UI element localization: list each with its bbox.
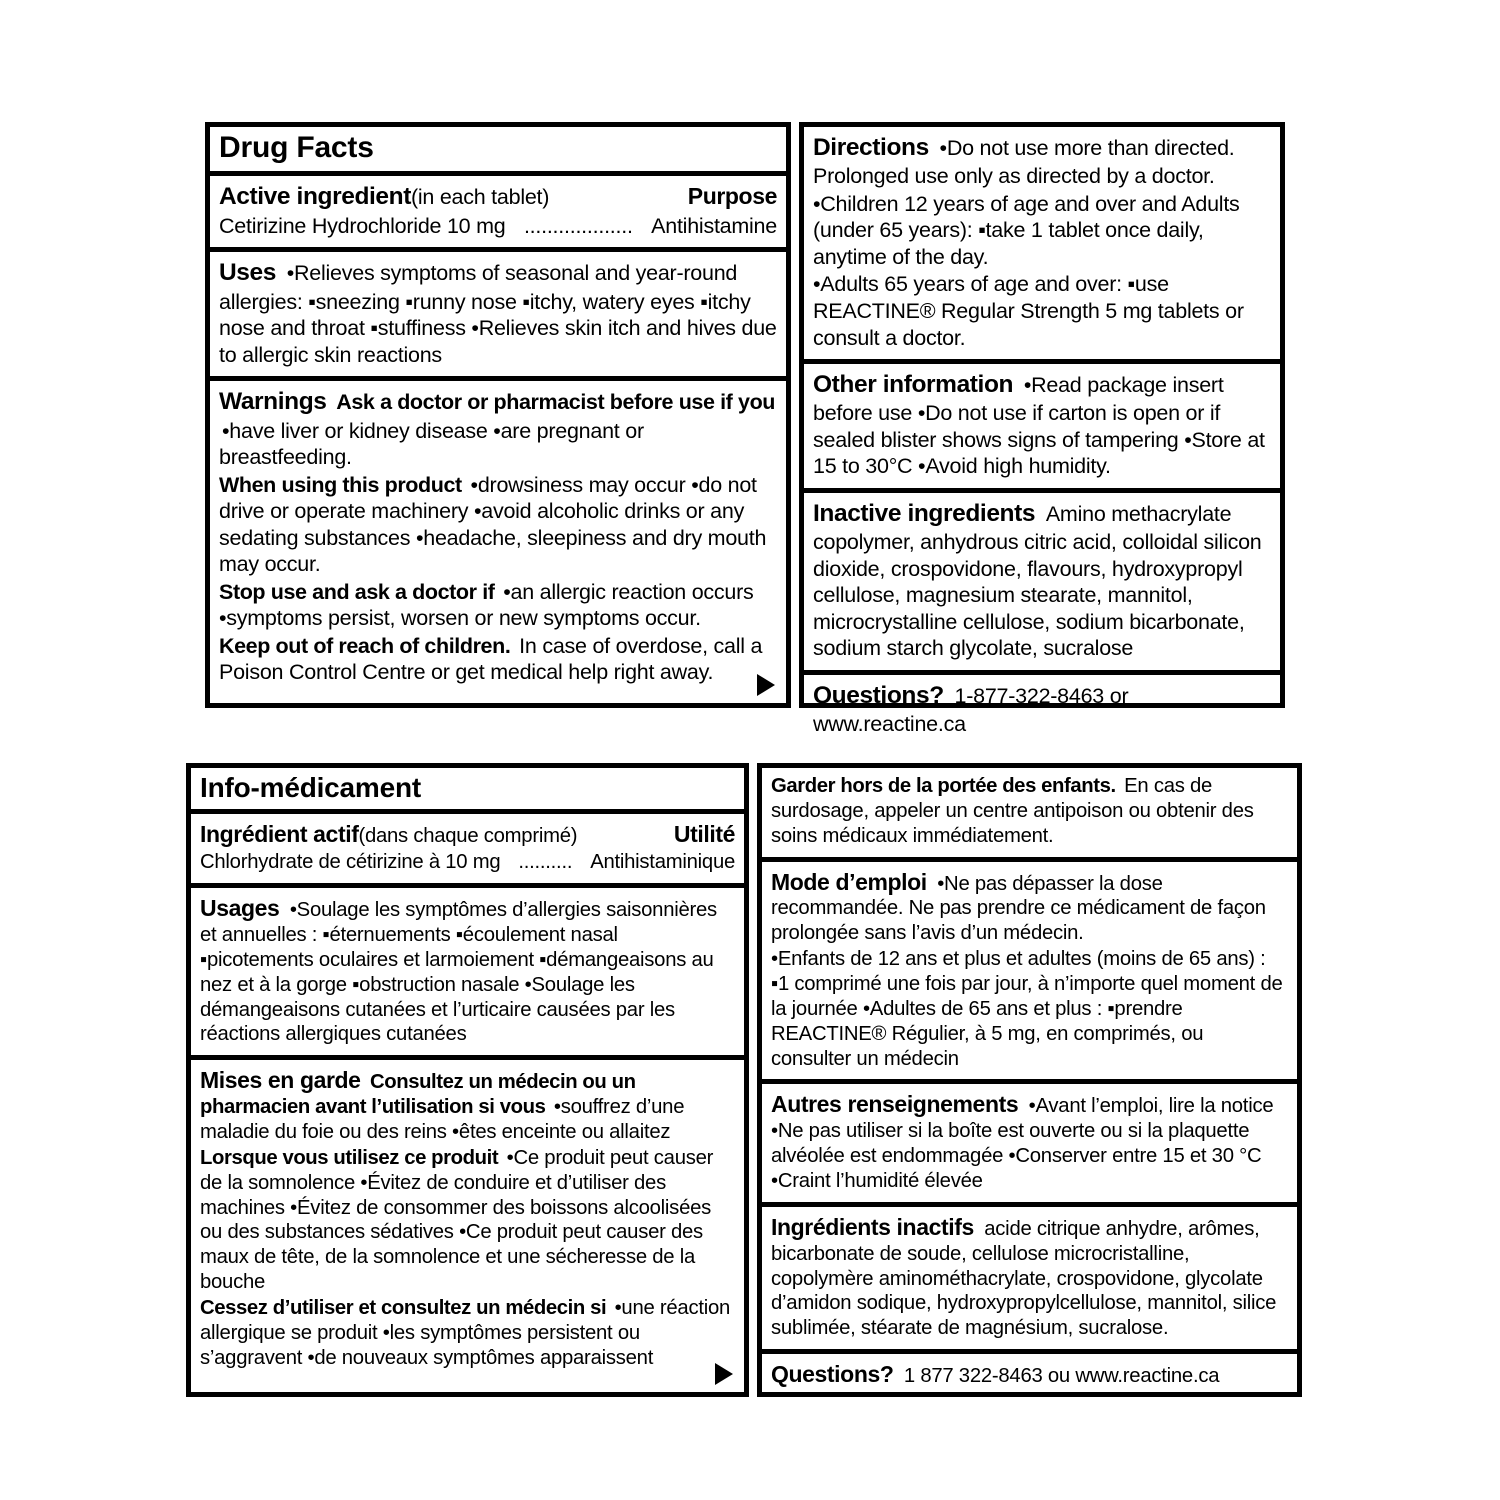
drug-facts-left-column-english bbox=[205, 122, 791, 708]
active-ingredient-purpose: Antihistamine bbox=[651, 213, 777, 238]
warnings-heading: Warnings bbox=[219, 388, 327, 416]
other-information-heading-french: Autres renseignements bbox=[771, 1091, 1019, 1118]
uses-heading: Uses bbox=[219, 259, 276, 287]
drug-facts-title-section bbox=[210, 127, 786, 171]
directions-text-1: •Do not use more than directed. Prolonged use only as directed by a doctor. bbox=[813, 136, 1235, 189]
page-title-french: Info-médicament bbox=[200, 772, 422, 803]
warnings-when-text: •drowsiness may occur •do not drive or operate machinery •avoid alcoholic drinks or any sedating substances •headache, sleepiness and dry mouth may occur. bbox=[219, 472, 767, 577]
drug-facts-panel-french bbox=[186, 763, 1302, 1397]
warnings-keep-bold: Keep out of reach of children. bbox=[219, 633, 511, 658]
inactive-ingredients-text-french: acide citrique anhydre, arômes, bicarbonate de soude, cellulose microcristalline, copolymère aminométhacrylate, crospovidone, glycolate d’amidon sodique, hydroxypropylcellulose, mannitol, silice sublimée, stéarate de magnésium, sucralose. bbox=[771, 1217, 1277, 1340]
active-ingredient-label-french: Ingrédient actif bbox=[200, 821, 359, 848]
directions-heading-french: Mode d’emploi bbox=[771, 868, 927, 895]
page-title: Drug Facts bbox=[219, 131, 374, 164]
uses-section-french bbox=[191, 883, 744, 1055]
other-information-text: •Read package insert before use •Do not use if carton is open or if sealed blister shows signs of tampering •Store at 15 to 30°C •Avoid high humidity. bbox=[813, 373, 1265, 479]
warnings-stop-text-french: •une réaction allergique se produit •les symptômes persistent ou s’aggravent •de nouveaux symptômes apparaissent bbox=[200, 1296, 731, 1369]
warnings-when-bold-french: Lorsque vous utilisez ce produit bbox=[200, 1146, 499, 1169]
warnings-section-english bbox=[210, 376, 786, 703]
active-ingredient-sublabel-french: (dans chaque comprimé) bbox=[358, 825, 578, 848]
keep-out-of-reach-section-french bbox=[762, 768, 1297, 857]
active-ingredient-section-french bbox=[191, 809, 744, 883]
directions-text-2: •Children 12 years of age and over and Adults (under 65 years): ▪take 1 tablet once daily, anytime of the day. bbox=[813, 191, 1240, 269]
directions-text-3: •Adults 65 years of age and over: ▪use REACTINE® Regular Strength 5 mg tablets or consult a doctor. bbox=[813, 272, 1244, 350]
active-ingredient-name-french: Chlorhydrate de cétirizine à 10 mg bbox=[200, 851, 501, 874]
keep-out-bold-french: Garder hors de la portée des enfants. bbox=[771, 775, 1116, 797]
continuation-arrow-icon bbox=[757, 674, 775, 696]
inactive-ingredients-heading: Inactive ingredients bbox=[813, 499, 1036, 527]
warnings-stop-bold-french: Cessez d’utiliser et consultez un médecin si bbox=[200, 1296, 607, 1319]
active-ingredient-heading bbox=[219, 182, 549, 212]
continuation-arrow-icon-french bbox=[715, 1363, 733, 1385]
warnings-heading-french: Mises en garde bbox=[200, 1067, 361, 1094]
leader-dots-french: .......... bbox=[518, 851, 573, 874]
directions-section-french bbox=[762, 857, 1297, 1080]
other-information-heading: Other information bbox=[813, 371, 1014, 399]
inactive-ingredients-section-french bbox=[762, 1202, 1297, 1349]
inactive-ingredients-heading-french: Ingrédients inactifs bbox=[771, 1213, 974, 1240]
uses-heading-french: Usages bbox=[200, 895, 280, 922]
questions-heading-french: Questions? bbox=[771, 1361, 894, 1388]
questions-section-french bbox=[762, 1349, 1297, 1397]
questions-text-french: 1 877 322-8463 ou www.reactine.ca bbox=[903, 1365, 1220, 1388]
drug-facts-right-column-english bbox=[799, 122, 1285, 737]
warnings-ask-text: •have liver or kidney disease •are pregnant or breastfeeding. bbox=[219, 418, 644, 470]
other-information-text-french: •Avant l’emploi, lire la notice •Ne pas utiliser si la boîte est ouverte ou si la plaquette alvéolée est endommagée •Conserver entre 15 et 30 °C •Craint l’humidité élevée bbox=[771, 1095, 1274, 1193]
warnings-when-bold: When using this product bbox=[219, 472, 462, 497]
directions-text-2-french: •Enfants de 12 ans et plus et adultes (moins de 65 ans) : ▪1 comprimé une fois par jour, à n’importe quel moment de la journée •Adultes de 65 ans et plus : ▪prendre REACTINE® Régulier, à 5 mg, en comprimés, ou consulter un médecin bbox=[771, 948, 1283, 1070]
drug-facts-panel-english bbox=[205, 122, 1285, 737]
questions-text-english: 1-877-322-8463 or www.reactine.ca bbox=[813, 683, 1129, 737]
other-information-section-english bbox=[804, 359, 1280, 488]
uses-text: •Relieves symptoms of seasonal and year-round allergies: ▪sneezing ▪runny nose ▪itchy, watery eyes ▪itchy nose and throat ▪stuffiness •Relieves skin itch and hives due to allergic skin reactions bbox=[219, 261, 777, 367]
other-information-section-french bbox=[762, 1079, 1297, 1201]
purpose-column-label-french: Utilité bbox=[673, 821, 735, 848]
warnings-ask-bold: Ask a doctor or pharmacist before use if you bbox=[336, 390, 776, 415]
warnings-keep-text: In case of overdose, call a Poison Control Centre or get medical help right away. bbox=[219, 633, 763, 685]
keep-out-text-french: En cas de surdosage, appeler un centre antipoison ou obtenir des soins médicaux immédiatement. bbox=[771, 775, 1254, 847]
leader-dots: ................... bbox=[523, 213, 633, 238]
active-ingredient-row bbox=[219, 213, 777, 240]
active-ingredient-row-french bbox=[200, 850, 735, 875]
active-ingredient-heading-french bbox=[200, 820, 577, 849]
warnings-ask-text-french: •souffrez d’une maladie du foie ou des reins •êtes enceinte ou allaitez bbox=[200, 1096, 685, 1143]
active-ingredient-name: Cetirizine Hydrochloride 10 mg bbox=[219, 213, 506, 238]
drug-facts-right-column-french bbox=[757, 763, 1302, 1397]
directions-text-1-french: •Ne pas dépasser la dose recommandée. Ne pas prendre ce médicament de façon prolongée sans l’avis d’un médecin. bbox=[771, 872, 1266, 945]
uses-section-english bbox=[210, 247, 786, 376]
active-ingredient-sublabel: (in each tablet) bbox=[410, 184, 550, 209]
questions-heading-english: Questions? bbox=[813, 681, 944, 709]
directions-heading: Directions bbox=[813, 134, 929, 161]
warnings-stop-text: •an allergic reaction occurs •symptoms persist, worsen or new symptoms occur. bbox=[219, 579, 754, 631]
warnings-section-french bbox=[191, 1055, 744, 1392]
active-ingredient-label: Active ingredient bbox=[219, 182, 411, 210]
info-medicament-title-section bbox=[191, 768, 744, 809]
drug-facts-left-column-french bbox=[186, 763, 749, 1397]
warnings-when-text-french: •Ce produit peut causer de la somnolence •Évitez de conduire et d’utiliser des machines •Évitez de consommer des boissons alcoolisées ou des substances sédatives •Ce produit peut causer des maux de tête, de la somnolence et une sécheresse de la bouche bbox=[200, 1146, 714, 1294]
uses-text-french: •Soulage les symptômes d’allergies saisonnières et annuelles : ▪éternuements ▪écoulement nasal ▪picotements oculaires et larmoiement ▪démangeaisons au nez et à la gorge ▪obstruction nasale •Soulage les démangeaisons cutanées et l’urticaire causées par les réactions allergiques cutanées bbox=[200, 899, 717, 1046]
active-ingredient-section-english bbox=[210, 171, 786, 248]
warnings-ask-bold-french: Consultez un médecin ou un pharmacien avant l’utilisation si vous bbox=[200, 1071, 636, 1119]
questions-section-english bbox=[804, 670, 1280, 746]
purpose-column-label: Purpose bbox=[687, 182, 777, 209]
warnings-stop-bold: Stop use and ask a doctor if bbox=[219, 579, 495, 604]
inactive-ingredients-section-english bbox=[804, 488, 1280, 670]
active-ingredient-purpose-french: Antihistaminique bbox=[590, 851, 735, 874]
directions-section-english bbox=[804, 127, 1280, 359]
inactive-ingredients-text: Amino methacrylate copolymer, anhydrous citric acid, colloidal silicon dioxide, crospovidone, flavours, hydroxypropyl cellulose, magnesium stearate, mannitol, microcrystalline cellulose, sodium bicarbonate, sodium starch glycolate, sucralose bbox=[813, 501, 1262, 661]
